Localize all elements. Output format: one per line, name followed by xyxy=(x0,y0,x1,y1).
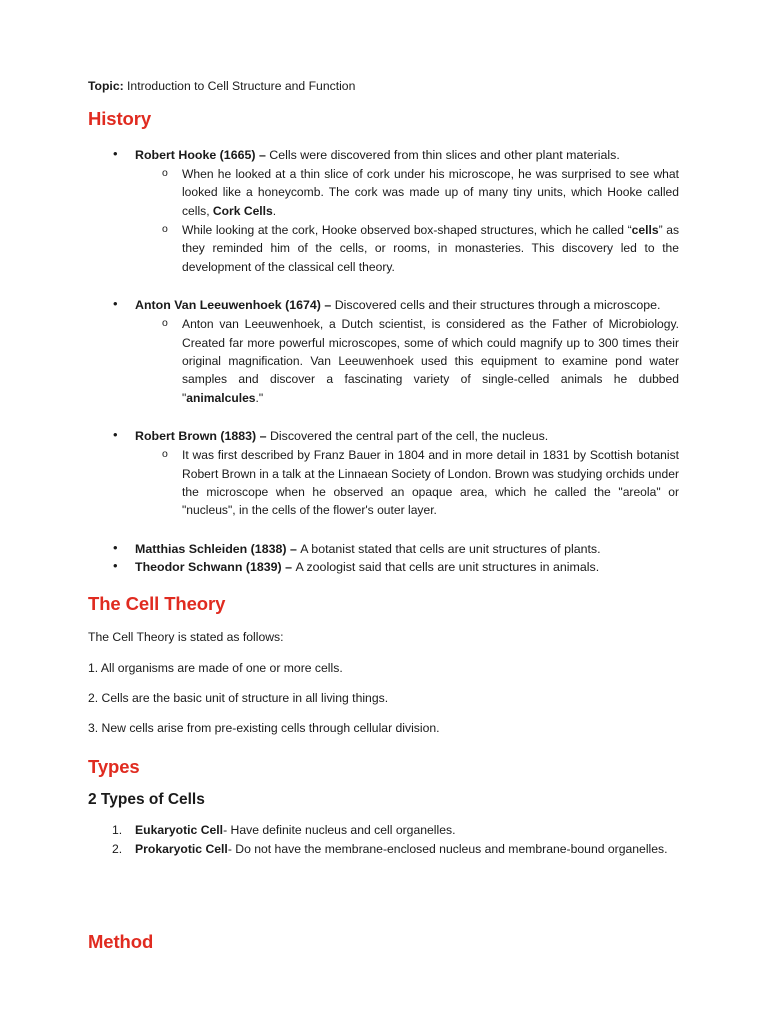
entry-dash: – xyxy=(258,147,270,162)
history-entry-robert-brown xyxy=(88,427,679,520)
cell-types-list xyxy=(88,821,679,858)
detail-text-after: ." xyxy=(255,390,264,405)
subheading-2-types-of-cells: 2 Types of Cells xyxy=(88,790,205,808)
entry-dash: – xyxy=(285,559,296,574)
cell-type-separator: - xyxy=(223,823,231,838)
cell-type-separator: - xyxy=(227,841,236,856)
detail-emphasis: cells xyxy=(631,223,659,238)
detail-emphasis: Cork Cells xyxy=(212,203,273,218)
history-entry-robert-hooke xyxy=(88,146,679,276)
history-entry-details xyxy=(135,165,679,276)
heading-types: Types xyxy=(88,755,140,777)
cell-type-item-eukaryotic xyxy=(88,821,679,839)
topic-value: Introduction to Cell Structure and Function xyxy=(123,79,356,93)
method-spacer xyxy=(88,858,679,932)
heading-method: Method xyxy=(88,931,154,953)
detail-item xyxy=(135,446,679,520)
entry-summary: A zoologist said that cells are unit structures in animals. xyxy=(295,559,600,574)
cell-type-definition: Have definite nucleus and cell organelles. xyxy=(230,823,456,838)
detail-text-before: While looking at the cork, Hooke observed box-shaped structures, which he called “ xyxy=(182,223,632,238)
topic-line xyxy=(88,78,679,94)
detail-emphasis: animalcules xyxy=(186,390,256,405)
cell-type-term: Prokaryotic Cell xyxy=(135,841,228,856)
history-entry-details xyxy=(135,315,679,407)
heading-the-cell-theory: The Cell Theory xyxy=(88,592,226,614)
entry-name: Theodor Schwann (1839) xyxy=(135,559,286,574)
entry-name: Robert Brown (1883) xyxy=(135,429,260,444)
entry-name: Robert Hooke (1665) xyxy=(135,147,259,162)
entry-name: Matthias Schleiden (1838) xyxy=(135,541,290,556)
cell-theory-statement-2: 2. Cells are the basic unit of structure in all living things. xyxy=(88,690,389,705)
entry-dash: – xyxy=(324,298,335,313)
detail-text-after: ” as they reminded him of the cells, or rooms, in monasteries. This discovery led to the development of the classical cell theory. xyxy=(182,223,679,274)
entry-dash: – xyxy=(259,429,270,444)
history-entry-anton-van-leeuwenhoek xyxy=(88,296,679,407)
history-entry-matthias-schleiden xyxy=(88,540,679,558)
detail-text-before: When he looked at a thin slice of cork under his microscope, he was surprised to see what looked like a honeycomb. The cork was made up of many tiny units, which Hooke called cells, xyxy=(182,166,679,218)
cell-theory-statement-3: 3. New cells arise from pre-existing cells through cellular division. xyxy=(88,721,440,736)
detail-item xyxy=(135,315,679,407)
cell-theory-statement-1: 1. All organisms are made of one or more cells. xyxy=(88,660,343,675)
entry-summary: A botanist stated that cells are unit structures of plants. xyxy=(300,541,601,556)
heading-history: History xyxy=(88,108,152,130)
detail-item xyxy=(135,221,679,276)
detail-item xyxy=(135,165,679,220)
cell-theory-intro: The Cell Theory is stated as follows: xyxy=(88,630,284,645)
cell-type-definition: Do not have the membrane-enclosed nucleus and membrane-bound organelles. xyxy=(235,841,668,856)
entry-summary: Discovered cells and their structures through a microscope. xyxy=(334,298,661,313)
history-entry-details xyxy=(135,446,679,520)
entry-summary: Cells were discovered from thin slices and other plant materials. xyxy=(269,147,620,162)
cell-type-term: Eukaryotic Cell xyxy=(135,823,224,838)
history-list xyxy=(88,146,679,576)
history-entry-theodor-schwann xyxy=(88,558,679,576)
entry-dash: – xyxy=(289,541,301,556)
detail-text-before: Anton van Leeuwenhoek, a Dutch scientist, is considered as the Father of Microbiology. Created far more powerful microscopes, some of which could magnify up to 300 times their original magnification. Van Leeuwenhoek used this equipment to examine pond water samples and discover a fascinating variety of single-celled animals he dubbed " xyxy=(182,317,679,405)
detail-text-before: It was first described by Franz Bauer in 1804 and in more detail in 1831 by Scottish botanist Robert Brown in a talk at the Linnaean Society of London. Brown was studying orchids under the microscope when he observed an opaque area, which he called the "areola" or "nucleus", in the cells of the flower's outer layer. xyxy=(182,448,679,518)
cell-type-item-prokaryotic xyxy=(88,840,679,858)
entry-name: Anton Van Leeuwenhoek (1674) xyxy=(135,298,325,313)
entry-summary: Discovered the central part of the cell, the nucleus. xyxy=(269,429,549,444)
topic-label: Topic: xyxy=(88,79,124,93)
detail-text-after: . xyxy=(272,203,277,218)
